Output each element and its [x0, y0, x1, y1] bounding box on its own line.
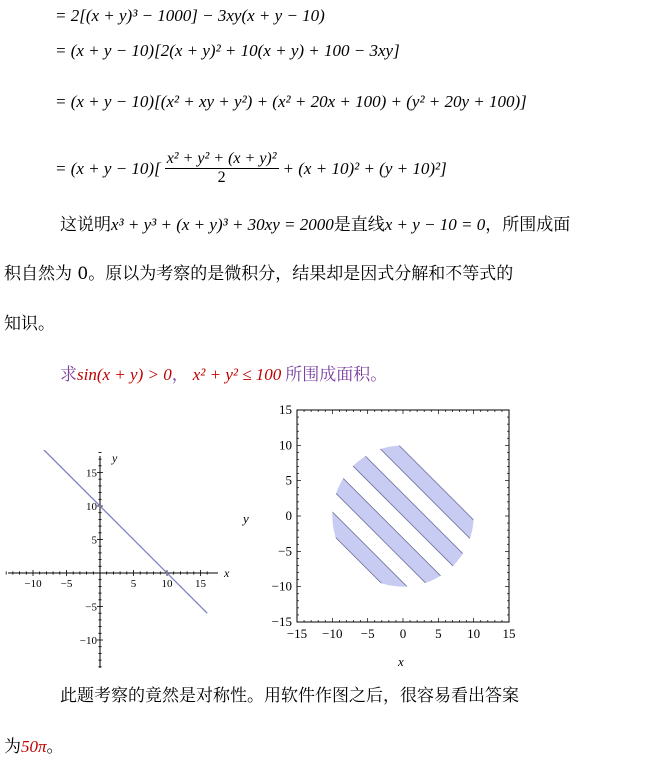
right-y-tick-label: −15 [271, 614, 292, 629]
right-x-tick-label: −5 [360, 626, 375, 641]
fraction-denominator: 2 [217, 169, 226, 186]
paragraph-1-line-3: 知识。 [4, 314, 55, 334]
right-x-tick-label: 10 [467, 626, 481, 641]
paragraph-1-line-2: 积自然为 0。原以为考察的是微积分，结果却是因式分解和不等式的 [4, 264, 514, 284]
paragraph-1-line-1 [60, 216, 570, 234]
right-y-tick-label: 5 [285, 472, 292, 488]
fraction-numerator: x² + y² + (x + y)² [166, 150, 277, 167]
problem-condition-2: x² + y² ≤ 100 [192, 365, 282, 384]
right-x-axis-label: x [398, 654, 404, 669]
left-x-tick-label: 10 [161, 578, 173, 590]
paragraph-1-tail: ，所围成面 [485, 215, 571, 235]
right-y-tick-label: 10 [279, 437, 292, 453]
problem-separator: ， [171, 365, 189, 385]
right-y-tick-label: −10 [271, 578, 292, 594]
equation-line-4 [55, 150, 447, 187]
right-y-tick-label: 15 [279, 402, 292, 417]
paragraph-1-equation: x³ + y³ + (x + y)³ + 30xy = 2000 [111, 215, 334, 234]
right-x-tick-label: −15 [286, 626, 308, 641]
right-y-axis-label: y [243, 511, 249, 526]
left-y-tick-label: 10 [86, 501, 97, 513]
left-y-tick-label: −10 [79, 635, 97, 647]
left-y-tick-label: −5 [85, 601, 97, 614]
paragraph-1-line-equation: x + y − 10 = 0 [384, 215, 486, 234]
problem-lead: 求 [60, 365, 77, 385]
problem-statement [60, 366, 387, 384]
left-x-tick-label: −5 [60, 578, 73, 590]
conclusion-tail: 。 [46, 737, 64, 757]
conclusion-line-2 [4, 738, 64, 756]
region-plot [235, 400, 520, 672]
conclusion-line-1: 此题考察的竟然是对称性。用软件作图之后，很容易看出答案 [60, 686, 519, 706]
left-y-tick-label: 15 [86, 467, 97, 480]
equation-line-1: = 2[(x + y)³ − 1000] − 3xy(x + y − 10) [55, 6, 325, 25]
right-y-tick-label: −5 [278, 543, 292, 559]
right-y-tick-label: 0 [285, 508, 292, 523]
left-y-axis-label: y [112, 451, 118, 465]
equation-line-2: = (x + y − 10)[2(x + y)² + 10(x + y) + 100 − 3xy] [55, 41, 400, 60]
right-x-tick-labels [287, 626, 516, 641]
line-plot [0, 450, 245, 675]
problem-tail: 所围成面积。 [285, 365, 388, 385]
equation-line-3: = (x + y − 10)[(x² + xy + y²) + (x² + 20x + 100) + (y² + 20y + 100)] [55, 92, 527, 111]
left-x-tick-label: −10 [24, 578, 42, 590]
left-x-tick-labels [24, 578, 206, 590]
right-x-tick-label: 15 [502, 626, 516, 641]
equation-line-4-suffix: + (x + 10)² + (y + 10)²] [282, 158, 447, 178]
problem-condition-1: sin(x + y) > 0 [77, 365, 172, 384]
right-y-tick-labels [272, 402, 292, 629]
left-x-tick-label: 5 [130, 578, 137, 590]
left-axis-ticks [6, 452, 207, 666]
paragraph-1-mid: 是直线 [333, 215, 385, 235]
equation-fraction [165, 150, 279, 187]
answer-value: 50π [21, 737, 47, 756]
right-x-tick-label: −10 [322, 626, 343, 641]
equation-line-4-prefix: = (x + y − 10)[ [55, 158, 161, 178]
left-x-axis-label: x [224, 566, 230, 580]
right-x-tick-label: 5 [435, 626, 442, 641]
paragraph-1-lead: 这说明 [60, 215, 111, 235]
left-y-tick-label: 5 [91, 534, 97, 547]
right-x-tick-label: 0 [399, 626, 407, 641]
conclusion-lead: 为 [4, 737, 21, 757]
left-x-tick-label: 15 [195, 578, 206, 590]
